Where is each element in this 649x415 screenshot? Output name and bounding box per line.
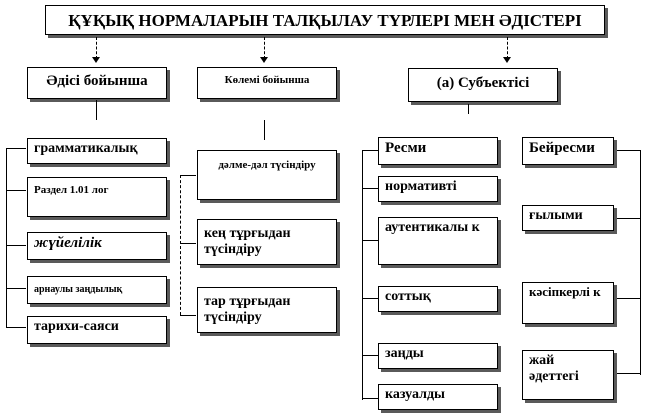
method-item-special-legal: арнаулы заңдылық bbox=[27, 276, 167, 304]
diagram-title: ҚҰҚЫҚ НОРМАЛАРЫН ТАЛҚЫЛАУ ТҮРЛЕРІ МЕН ӘДІСТЕРІ bbox=[45, 5, 605, 35]
volume-header-stem bbox=[264, 120, 265, 140]
method-item-systemic: жүйелілік bbox=[27, 232, 167, 260]
unofficial-header: Бейресми bbox=[522, 137, 614, 165]
official-branch-5 bbox=[362, 355, 378, 356]
method-item-historical-political: тарихи-саяси bbox=[27, 316, 167, 344]
title-connector-method bbox=[96, 37, 97, 59]
volume-item-broad: кең тұрғыдан түсіндіру bbox=[197, 219, 337, 265]
official-item-casual: казуалды bbox=[378, 384, 498, 410]
official-item-normative: нормативті bbox=[378, 176, 498, 202]
volume-spine bbox=[180, 175, 181, 315]
arrow-volume bbox=[260, 57, 268, 63]
subject-header: (a) Субъектісі bbox=[408, 68, 558, 102]
method-branch-4 bbox=[6, 288, 26, 289]
method-header: Әдісі бойынша bbox=[27, 67, 167, 99]
volume-header: Көлемі бойынша bbox=[197, 67, 337, 99]
unofficial-spine bbox=[640, 150, 641, 375]
unofficial-branch-4 bbox=[614, 373, 640, 374]
volume-item-narrow: тар тұрғыдан түсіндіру bbox=[197, 287, 337, 333]
volume-branch-2 bbox=[180, 243, 196, 244]
unofficial-item-professional: кәсіпкерлі к bbox=[522, 282, 614, 324]
subject-header-stem bbox=[468, 104, 469, 114]
volume-branch-1 bbox=[180, 175, 196, 176]
arrow-subject bbox=[503, 57, 511, 63]
title-connector-volume bbox=[264, 37, 265, 59]
method-item-logical: Раздел 1.01 лог bbox=[27, 177, 167, 217]
method-branch-3 bbox=[6, 245, 26, 246]
official-header: Ресми bbox=[378, 137, 498, 165]
unofficial-branch-1 bbox=[614, 150, 640, 151]
volume-branch-3 bbox=[180, 315, 196, 316]
method-branch-5 bbox=[6, 327, 26, 328]
official-branch-4 bbox=[362, 298, 378, 299]
method-header-stem bbox=[96, 100, 97, 120]
method-branch-2 bbox=[6, 190, 26, 191]
unofficial-item-scientific: ғылыми bbox=[522, 205, 614, 231]
official-item-legal: заңды bbox=[378, 343, 498, 369]
arrow-method bbox=[92, 57, 100, 63]
official-item-authentic: аутентикалы к bbox=[378, 217, 498, 265]
method-spine bbox=[6, 148, 7, 328]
official-branch-1 bbox=[362, 150, 378, 151]
method-branch-1 bbox=[6, 148, 26, 149]
volume-item-literal: дәлме-дәл түсіндіру bbox=[197, 150, 337, 200]
official-item-judicial: соттық bbox=[378, 286, 498, 312]
title-connector-subject bbox=[507, 37, 508, 59]
official-branch-3 bbox=[362, 240, 378, 241]
unofficial-branch-2 bbox=[614, 218, 640, 219]
official-branch-6 bbox=[362, 398, 378, 399]
unofficial-item-ordinary: жай әдеттегі bbox=[522, 350, 614, 400]
official-branch-2 bbox=[362, 188, 378, 189]
unofficial-branch-3 bbox=[614, 298, 640, 299]
method-item-grammatical: грамматикалық bbox=[27, 138, 167, 164]
